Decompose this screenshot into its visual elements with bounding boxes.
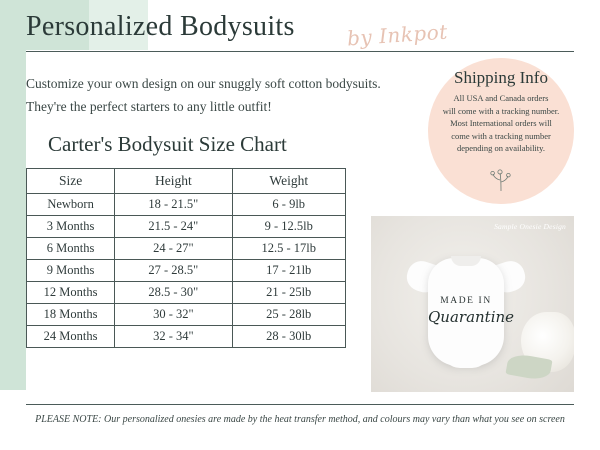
- flower-sprig-icon: [488, 166, 514, 192]
- cell-size: 24 Months: [27, 326, 115, 348]
- top-divider: [26, 51, 574, 52]
- cell-height: 30 - 32": [115, 304, 232, 326]
- cell-weight: 28 - 30lb: [232, 326, 346, 348]
- product-photo: [371, 216, 574, 392]
- shipping-line-1: All USA and Canada orders: [453, 93, 549, 103]
- shipping-line-2: will come with a tracking number.: [442, 105, 560, 116]
- cell-size: 9 Months: [27, 260, 115, 282]
- table-row: [27, 304, 346, 326]
- cell-height: 21.5 - 24": [115, 216, 232, 238]
- cell-size: 6 Months: [27, 238, 115, 260]
- table-header-row: [27, 169, 346, 194]
- cell-height: 18 - 21.5": [115, 194, 232, 216]
- column-header-weight: Weight: [232, 169, 346, 194]
- photo-caption: Sample Onesie Design: [494, 222, 566, 231]
- onesie-illustration: [407, 246, 525, 374]
- shipping-line-3: Most International orders will: [450, 118, 552, 128]
- column-header-height: Height: [115, 169, 232, 194]
- footer-note: PLEASE NOTE: Our personalized onesies are made by the heat transfer method, and colours may vary than what you see on screen: [35, 414, 565, 425]
- intro-text: [26, 72, 426, 118]
- onesie-text-line-2: Quarantine: [428, 308, 515, 326]
- table-row: [27, 194, 346, 216]
- brand-byline: by Inkpot: [346, 19, 449, 51]
- table-row: [27, 260, 346, 282]
- cell-weight: 12.5 - 17lb: [232, 238, 346, 260]
- cell-height: 27 - 28.5": [115, 260, 232, 282]
- intro-line-2: They're the perfect starters to any little outfit!: [26, 99, 272, 114]
- bottom-divider: [26, 404, 574, 405]
- table-row: [27, 216, 346, 238]
- table-row: [27, 238, 346, 260]
- cell-height: 28.5 - 30": [115, 282, 232, 304]
- cell-size: 12 Months: [27, 282, 115, 304]
- shipping-info-title: Shipping Info: [454, 68, 548, 87]
- cell-size: 18 Months: [27, 304, 115, 326]
- size-chart-table: [26, 168, 346, 348]
- size-chart-title: Carter's Bodysuit Size Chart: [48, 132, 287, 156]
- cell-weight: 17 - 21lb: [232, 260, 346, 282]
- cell-height: 32 - 34": [115, 326, 232, 348]
- onesie-bottom: [442, 350, 490, 368]
- table-row: [27, 282, 346, 304]
- cell-weight: 6 - 9lb: [232, 194, 346, 216]
- shipping-line-4: come with a tracking number: [451, 130, 551, 141]
- shipping-line-5: depending on availability.: [457, 143, 545, 153]
- shipping-info-text: [438, 92, 564, 155]
- intro-line-1: Customize your own design on our snuggly soft cotton bodysuits.: [26, 76, 381, 91]
- cell-weight: 9 - 12.5lb: [232, 216, 346, 238]
- cell-weight: 25 - 28lb: [232, 304, 346, 326]
- cell-size: 3 Months: [27, 216, 115, 238]
- cell-height: 24 - 27": [115, 238, 232, 260]
- page-title: Personalized Bodysuits: [26, 11, 295, 42]
- onesie-text-line-1: MADE IN: [440, 296, 492, 306]
- cell-size: Newborn: [27, 194, 115, 216]
- cell-weight: 21 - 25lb: [232, 282, 346, 304]
- column-header-size: Size: [27, 169, 115, 194]
- table-row: [27, 326, 346, 348]
